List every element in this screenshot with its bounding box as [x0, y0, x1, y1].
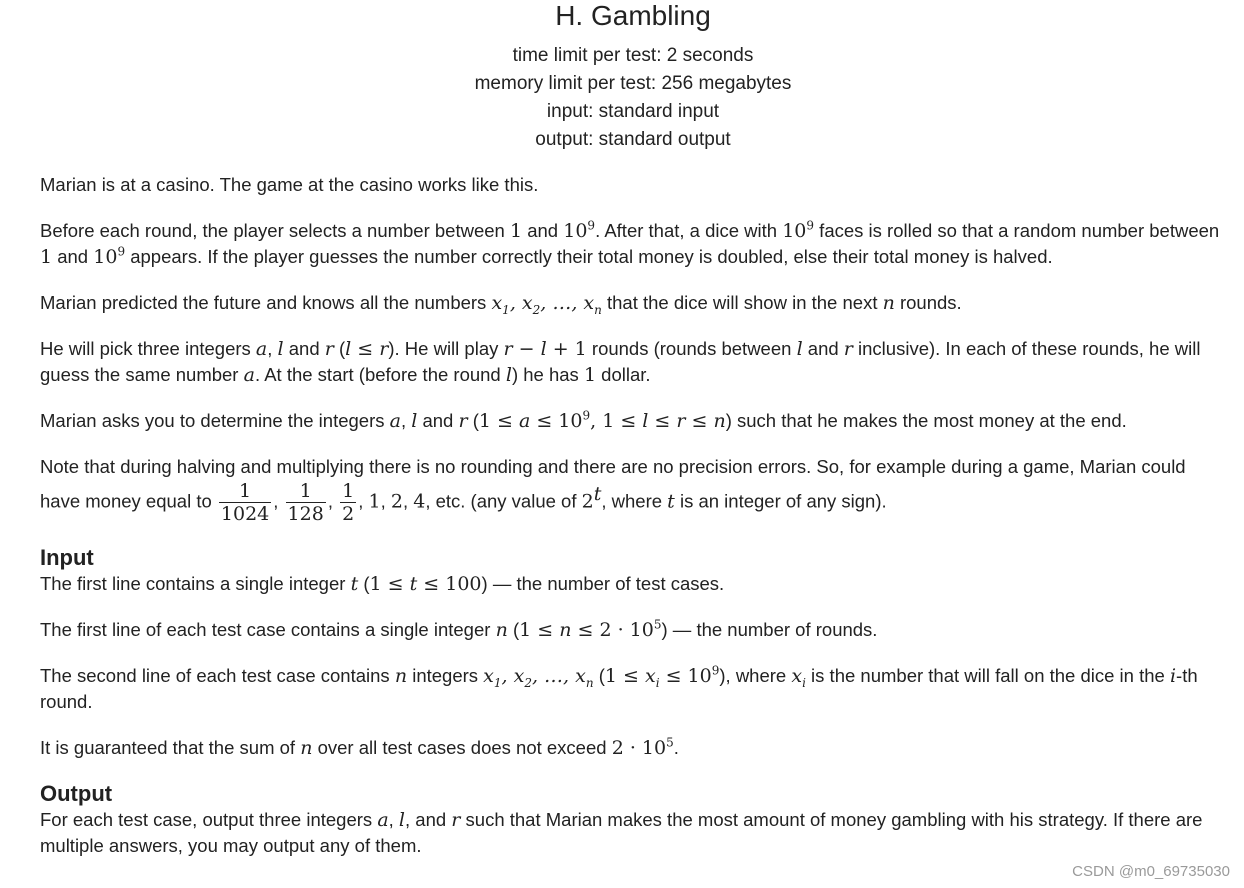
- output-line-1: For each test case, output three integers a, l, and r such that Marian makes the most amount of money gambling with his strategy. If there are multiple answers, you may output any of them.: [40, 809, 1203, 856]
- statement-paragraph-4: He will pick three integers a, l and r (l ≤ r). He will play r − l + 1 rounds (rounds between l and r inclusive). In each of these rounds, he will guess the same number a. At the start (before the round l) he has 1 dollar.: [40, 338, 1201, 386]
- watermark: CSDN @m0_69735030: [1072, 863, 1230, 880]
- input-section: [40, 545, 1225, 761]
- statement-paragraph-3: Marian predicted the future and knows all the numbers $x_1$, $x_2$, …, $x_n$ that the dice will show in the next n rounds.: [40, 292, 962, 317]
- input-line-3: The second line of each test case contains n integers $x_1$, $x_2$, …, $x_n$ $(1 \le x_i \le 10^9)$, where $x_i$ is the number that will fall on the dice in the i-th round.: [40, 663, 1198, 712]
- input-line-4: It is guaranteed that the sum of n over all test cases does not exceed $2 \cdot 10^5$.: [40, 735, 679, 759]
- input-line-1: The first line contains a single integer t (1 ≤ t ≤ 100) — the number of test cases.: [40, 573, 725, 595]
- problem-limits: [0, 42, 1244, 154]
- statement-paragraph-5: Marian asks you to determine the integers a, l and r ($1 \le a \le 10^9$, 1 ≤ l ≤ r ≤ n) such that he makes the most money at the end.: [40, 408, 1127, 432]
- output-heading: Output: [40, 781, 113, 806]
- time-limit: time limit per test: 2 seconds: [512, 45, 754, 66]
- statement-paragraph-2: Before each round, the player selects a number between 1 and $10^9$. After that, a dice with $10^9$ faces is rolled so that a random number between 1 and $10^9$ appears. If the player guesses the number correctly their total money is doubled, else their total money is halved.: [40, 218, 1220, 268]
- problem-header: [0, 0, 1244, 154]
- statement-paragraph-1: Marian is at a casino. The game at the casino works like this.: [40, 174, 539, 195]
- statement-paragraph-6: Note that during halving and multiplying there is no rounding and there are no precision errors. So, for example during a game, Marian could have money equal to $\frac{1}{1024}$ , $\frac{1}{128}$ , $\frac{1}{2}$ , 1, 2, 4, etc. (any value of 2$^t$, where t is an integer of any sign).: [40, 456, 1186, 525]
- output-spec: output: standard output: [535, 129, 731, 150]
- memory-limit: memory limit per test: 256 megabytes: [474, 73, 792, 94]
- output-section: [40, 781, 1225, 859]
- problem-statement: [40, 172, 1225, 879]
- input-heading: Input: [40, 545, 94, 570]
- problem-title: H. Gambling: [555, 0, 711, 31]
- input-line-2: The first line of each test case contains a single integer n $(1 \le n \le 2 \cdot 10^5)$ — the number of rounds.: [40, 617, 878, 641]
- input-spec: input: standard input: [546, 101, 720, 122]
